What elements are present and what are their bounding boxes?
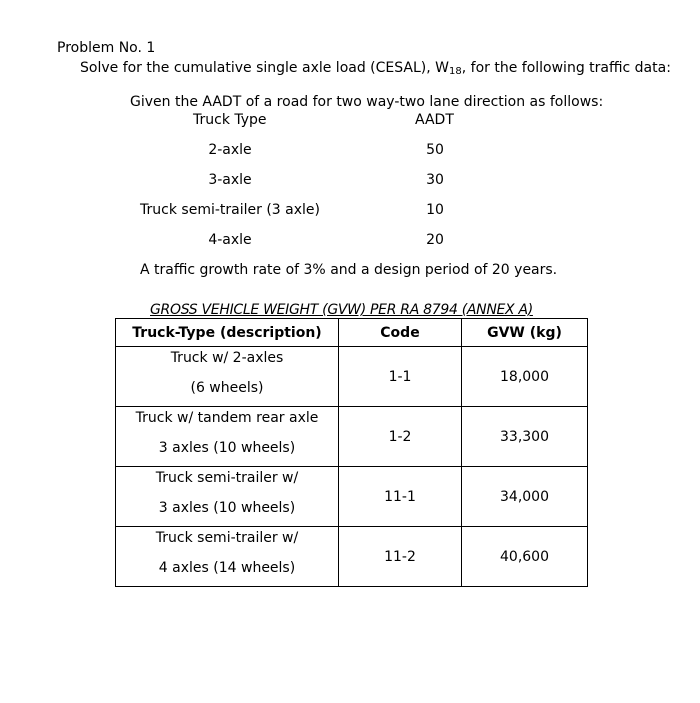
table-row xyxy=(116,527,588,587)
description-line: Truck w/ 2-axles xyxy=(170,350,284,366)
statement-subscript: 18 xyxy=(449,66,462,77)
truck-gvw: 40,600 xyxy=(462,527,588,587)
truck-code: 11-1 xyxy=(339,467,462,527)
aadt-row-value: 30 xyxy=(426,172,444,188)
statement-text: Solve for the cumulative single axle load (CESAL), W xyxy=(80,60,449,76)
aadt-header-aadt: AADT xyxy=(415,112,454,128)
truck-code: 1-1 xyxy=(339,347,462,407)
aadt-row-type: 2-axle xyxy=(208,142,252,158)
truck-gvw: 18,000 xyxy=(462,347,588,407)
gvw-table-caption: GROSS VEHICLE WEIGHT (GVW) PER RA 8794 (ANNEX A) xyxy=(150,302,533,318)
description-line: Truck semi-trailer w/ xyxy=(155,470,299,486)
aadt-row-value: 20 xyxy=(426,232,444,248)
problem-title: Problem No. 1 xyxy=(57,40,156,56)
aadt-row-type: 3-axle xyxy=(208,172,252,188)
gvw-header-type: Truck-Type (description) xyxy=(116,319,339,347)
truck-description xyxy=(116,467,339,527)
given-intro: Given the AADT of a road for two way-two lane direction as follows: xyxy=(130,94,604,110)
table-row xyxy=(116,467,588,527)
truck-code: 1-2 xyxy=(339,407,462,467)
table-row xyxy=(116,407,588,467)
description-line: 3 axles (10 wheels) xyxy=(158,440,296,456)
description-line: 4 axles (14 wheels) xyxy=(158,560,296,576)
gvw-header-code: Code xyxy=(339,319,462,347)
gvw-table xyxy=(115,318,588,587)
gvw-header-row xyxy=(116,319,588,347)
aadt-header-truck-type: Truck Type xyxy=(193,112,267,128)
growth-note: A traffic growth rate of 3% and a design period of 20 years. xyxy=(140,262,558,278)
truck-gvw: 34,000 xyxy=(462,467,588,527)
aadt-row-value: 10 xyxy=(426,202,444,218)
aadt-row-type: 4-axle xyxy=(208,232,252,248)
gvw-header-gvw: GVW (kg) xyxy=(462,319,588,347)
description-line: Truck w/ tandem rear axle xyxy=(135,410,319,426)
description-line: 3 axles (10 wheels) xyxy=(158,500,296,516)
description-line: Truck semi-trailer w/ xyxy=(155,530,299,546)
aadt-row-type: Truck semi-trailer (3 axle) xyxy=(140,202,320,218)
truck-description xyxy=(116,407,339,467)
table-row xyxy=(116,347,588,407)
statement-text-end: , for the following traffic data: xyxy=(461,60,671,76)
aadt-row-value: 50 xyxy=(426,142,444,158)
truck-description xyxy=(116,527,339,587)
truck-code: 11-2 xyxy=(339,527,462,587)
description-line: (6 wheels) xyxy=(190,380,264,396)
truck-gvw: 33,300 xyxy=(462,407,588,467)
problem-statement xyxy=(80,60,671,77)
truck-description xyxy=(116,347,339,407)
